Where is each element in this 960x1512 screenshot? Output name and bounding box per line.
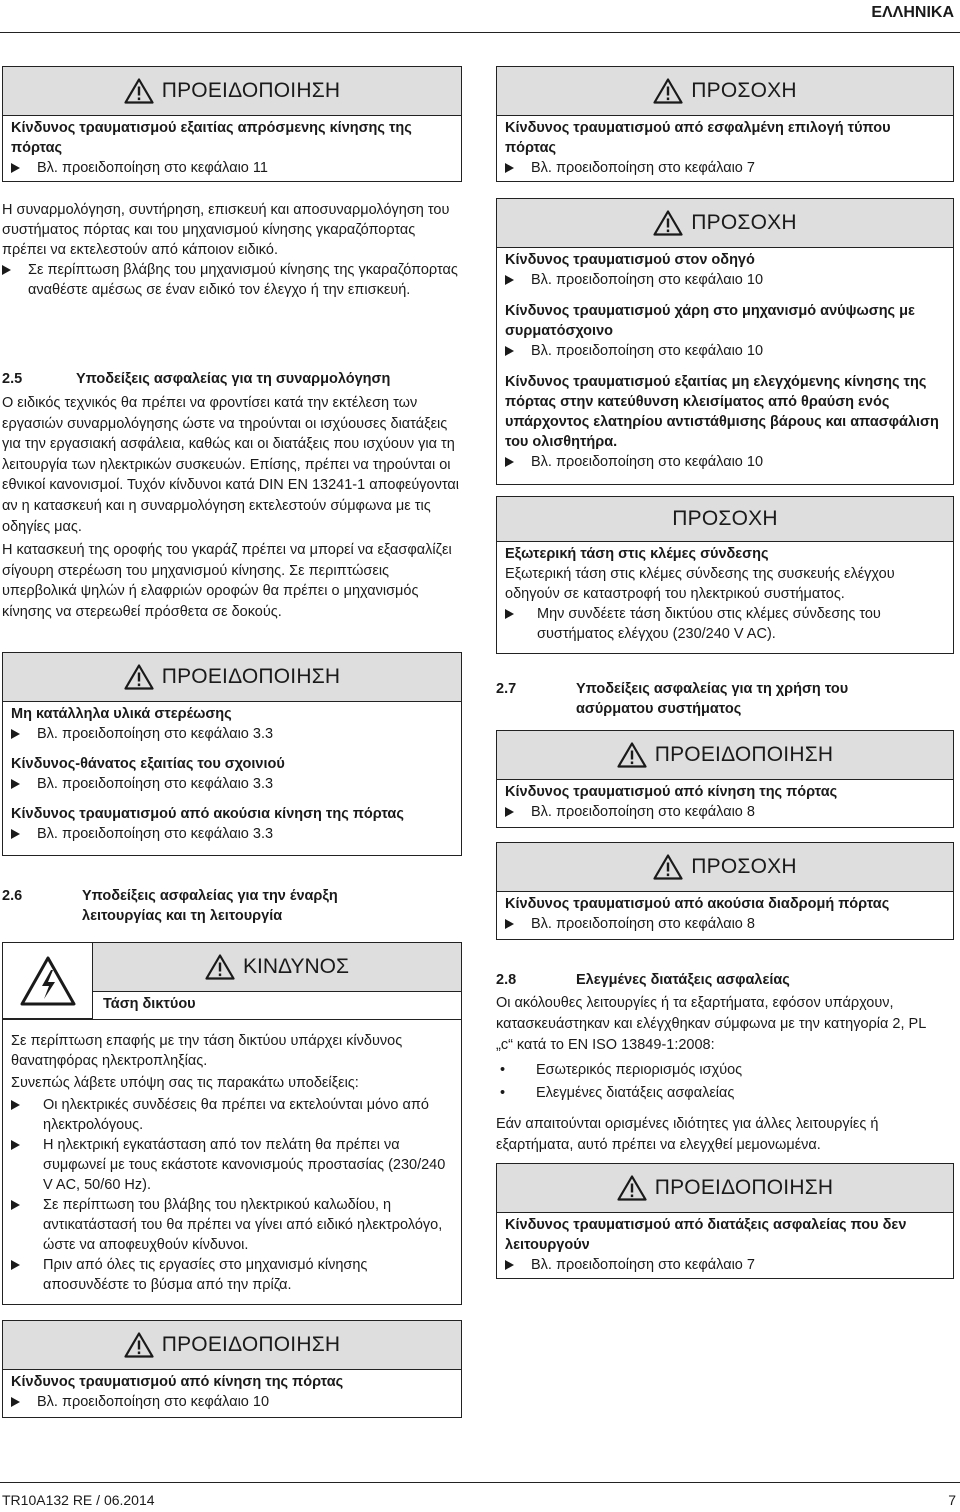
notice-paragraph: Εξωτερική τάση στις κλέμες σύνδεσης της συσκευής ελέγχου οδηγούν σε καταστροφή του ηλεκτρικού συστήματος. — [505, 566, 895, 602]
header-rule — [0, 32, 960, 33]
warning-heading: Κίνδυνος τραυματισμού από διατάξεις ασφαλείας που δεν λειτουργούν — [505, 1217, 907, 1253]
section-heading: Υποδείξεις ασφαλείας για τη χρήση του ασύρματου συστήματος — [576, 681, 849, 717]
section-paragraph: Ο ειδικός τεχνικός θα πρέπει να φροντίσει κατά την εκτέλεση των εργασιών συναρμολόγησης ώστε να τηρούνται οι ισχύουσες διατάξεις για την εργασιακή ασφάλεια, καθώς και οι διατάξεις που ισχύουν για τη λειτουργία των ηλεκτρικών συσκευών. Επίσης, πρέπει να τηρούνται οι εθνικοί κανονισμοί. Τυχόν κίνδυνοι κατά DIN EN 13241-1 αποφεύγονται αν η κατασκευή και η συναρμολόγηση εκτελεστούν σύμφωνα με τις οδηγίες μας. — [2, 395, 459, 535]
caution-heading: Κίνδυνος τραυματισμού από ακούσια διαδρομή πόρτας — [505, 896, 890, 912]
arrow-bullet-icon — [11, 1260, 20, 1270]
warning-reference: Βλ. προειδοποίηση στο κεφάλαιο 7 — [531, 1257, 755, 1273]
section-paragraph: Οι ακόλουθες λειτουργίες ή τα εξαρτήματα, εφόσον υπάρχουν, κατασκευάστηκαν και ελέγχθηκαν σύμφωνα με την κατηγορία 2, PL „c“ κατά το EN ISO 13849-1:2008: — [496, 995, 926, 1053]
bullet-dot-icon: • — [500, 1062, 506, 1078]
warning-header — [497, 731, 953, 780]
caution-header — [497, 199, 953, 248]
intro-bullet: Σε περίπτωση βλάβης του μηχανισμού κίνησης της γκαραζόπορτας αναθέστε αμέσως σε έναν ειδικό τον έλεγχο ή την επισκευή. — [28, 262, 458, 298]
high-voltage-icon — [20, 956, 76, 1006]
caution-heading: Κίνδυνος τραυματισμού από εσφαλμένη επιλογή τύπου πόρτας — [505, 120, 891, 156]
caution-title: ΠΡΟΣΟΧΗ — [691, 79, 797, 102]
caution-reference: Βλ. προειδοποίηση στο κεφάλαιο 7 — [531, 160, 755, 176]
caution-reference: Βλ. προειδοποίηση στο κεφάλαιο 10 — [531, 454, 764, 470]
arrow-bullet-icon — [11, 729, 20, 739]
caution-box-2 — [496, 198, 954, 485]
warning-reference: Βλ. προειδοποίηση στο κεφάλαιο 3.3 — [37, 776, 274, 792]
bullet-dot-icon: • — [500, 1085, 506, 1101]
caution-title: ΠΡΟΣΟΧΗ — [691, 855, 797, 878]
caution-box-3 — [496, 842, 954, 940]
warning-reference: Βλ. προειδοποίηση στο κεφάλαιο 8 — [531, 804, 755, 820]
warning-triangle-icon — [124, 78, 154, 104]
warning-title: ΠΡΟΕΙΔΟΠΟΙΗΣΗ — [161, 665, 341, 688]
warning-box-1 — [2, 66, 462, 182]
arrow-bullet-icon — [11, 829, 20, 839]
arrow-bullet-icon — [505, 163, 514, 173]
footer-page-number: 7 — [948, 1492, 956, 1508]
caution-box-1 — [496, 66, 954, 182]
intro-section — [2, 200, 462, 300]
section-2-8-title — [496, 970, 954, 990]
arrow-bullet-icon — [11, 1397, 20, 1407]
notice-title: ΠΡΟΣΟΧΗ — [672, 507, 778, 530]
arrow-bullet-icon — [11, 1200, 20, 1210]
caution-header — [497, 843, 953, 892]
section-heading: Υποδείξεις ασφαλείας για την έναρξη λειτουργίας και τη λειτουργία — [82, 888, 338, 924]
caution-reference: Βλ. προειδοποίηση στο κεφάλαιο 8 — [531, 916, 755, 932]
warning-triangle-icon — [617, 1175, 647, 1201]
warning-reference: Βλ. προειδοποίηση στο κεφάλαιο 3.3 — [37, 826, 274, 842]
danger-bullet: Σε περίπτωση του βλάβης του ηλεκτρικού καλωδίου, η αντικατάστασή του θα πρέπει να γίνει από ειδικό ηλεκτρολόγο, ώστε να αποφευχθούν κίνδυνοι. — [43, 1197, 443, 1253]
arrow-bullet-icon — [505, 1260, 514, 1270]
warning-header — [3, 653, 461, 702]
danger-bullet: Οι ηλεκτρικές συνδέσεις θα πρέπει να εκτελούνται μόνο από ηλεκτρολόγους. — [43, 1097, 429, 1133]
danger-title: ΚΙΝΔΥΝΟΣ — [243, 955, 349, 978]
warning-heading: Κίνδυνος τραυματισμού από ακούσια κίνηση της πόρτας — [11, 806, 404, 822]
warning-triangle-icon — [205, 954, 235, 980]
warning-title: ΠΡΟΕΙΔΟΠΟΙΗΣΗ — [654, 743, 834, 766]
caution-reference: Βλ. προειδοποίηση στο κεφάλαιο 10 — [531, 343, 764, 359]
warning-triangle-icon — [617, 742, 647, 768]
section-heading: Υποδείξεις ασφαλείας για τη συναρμολόγηση — [76, 371, 391, 387]
section-2-5-title — [2, 369, 462, 389]
caution-heading: Κίνδυνος τραυματισμού χάρη στο μηχανισμό ανύψωσης με συρματόσχοινο — [505, 303, 915, 339]
arrow-bullet-icon — [505, 609, 514, 619]
warning-triangle-icon — [653, 854, 683, 880]
warning-reference: Βλ. προειδοποίηση στο κεφάλαιο 11 — [37, 160, 268, 176]
warning-header — [3, 67, 461, 116]
arrow-bullet-icon — [11, 1100, 20, 1110]
section-number: 2.6 — [2, 888, 23, 904]
notice-header — [497, 497, 953, 542]
high-voltage-panel — [3, 943, 93, 1019]
arrow-bullet-icon — [11, 163, 20, 173]
caution-reference: Βλ. προειδοποίηση στο κεφάλαιο 10 — [531, 272, 764, 288]
warning-box-3 — [2, 1320, 462, 1418]
danger-bullet: Πριν από όλες τις εργασίες στο μηχανισμό κίνησης αποσυνδέστε το βύσμα από την πρίζα. — [43, 1257, 368, 1293]
warning-heading: Κίνδυνος τραυματισμού από κίνηση της πόρτας — [505, 784, 838, 800]
arrow-bullet-icon — [505, 346, 514, 356]
section-bullet: Ελεγμένες διατάξεις ασφαλείας — [536, 1085, 735, 1101]
arrow-bullet-icon — [2, 265, 11, 275]
warning-header — [3, 1321, 461, 1370]
notice-bullet: Μην συνδέετε τάση δικτύου στις κλέμες σύνδεσης του συστήματος ελέγχου (230/240 V AC). — [537, 606, 881, 642]
warning-triangle-icon — [124, 1332, 154, 1358]
section-2-7-title — [496, 679, 954, 719]
warning-heading: Κίνδυνος τραυματισμού από κίνηση της πόρτας — [11, 1374, 344, 1390]
caution-header — [497, 67, 953, 116]
intro-paragraph: Η συναρμολόγηση, συντήρηση, επισκευή και αποσυναρμολόγηση του συστήματος πόρτας και του μηχανισμού κίνησης γκαραζόπορτας πρέπει να εκτελεστούν από κάποιον ειδικό. — [2, 202, 450, 258]
danger-box — [2, 942, 462, 1305]
section-2-8-body — [496, 993, 936, 1156]
arrow-bullet-icon — [505, 457, 514, 467]
caution-title: ΠΡΟΣΟΧΗ — [691, 211, 797, 234]
warning-heading: Κίνδυνος τραυματισμού εξαιτίας απρόσμενης κίνησης της πόρτας — [11, 120, 412, 156]
warning-triangle-icon — [124, 664, 154, 690]
arrow-bullet-icon — [11, 779, 20, 789]
danger-paragraph: Σε περίπτωση επαφής με την τάση δικτύου υπάρχει κίνδυνος θανατηφόρας ηλεκτροπληξίας. — [11, 1033, 403, 1069]
section-paragraph: Εάν απαιτούνται ορισμένες ιδιότητες για άλλες λειτουργίες ή εξαρτήματα, αυτό πρέπει να ελεγχθεί μεμονωμένα. — [496, 1116, 879, 1153]
arrow-bullet-icon — [505, 919, 514, 929]
warning-reference: Βλ. προειδοποίηση στο κεφάλαιο 10 — [37, 1394, 270, 1410]
section-number: 2.7 — [496, 681, 517, 697]
warning-box-5 — [496, 1163, 954, 1279]
warning-reference: Βλ. προειδοποίηση στο κεφάλαιο 3.3 — [37, 726, 274, 742]
notice-box — [496, 496, 954, 654]
warning-heading: Κίνδυνος-θάνατος εξαιτίας του σχοινιού — [11, 756, 285, 772]
danger-header — [93, 943, 461, 992]
warning-heading: Μη κατάλληλα υλικά στερέωσης — [11, 706, 232, 722]
danger-subtitle: Τάση δικτύου — [103, 996, 196, 1012]
section-paragraph: Η κατασκευή της οροφής του γκαράζ πρέπει να μπορεί να εξασφαλίζει σίγουρη στερέωση του μηχανισμού κίνησης. Σε περιπτώσεις υπερβολικά ψηλών ή ελαφριών οροφών θα πρέπει ο μηχανισμός κίνησης να στερεωθεί πρόσθετα σε δοκούς. — [2, 542, 452, 620]
section-number: 2.8 — [496, 972, 517, 988]
caution-heading: Κίνδυνος τραυματισμού στον οδηγό — [505, 252, 755, 268]
warning-title: ΠΡΟΕΙΔΟΠΟΙΗΣΗ — [654, 1176, 834, 1199]
caution-heading: Κίνδυνος τραυματισμού εξαιτίας μη ελεγχόμενης κίνησης της πόρτας στην κατεύθυνση κλεισίματος από θραύση ενός υπάρχοντος ελατηρίου αντιστάθμισης βάρους και απασφάλιση του ολισθητήρα. — [505, 374, 939, 450]
arrow-bullet-icon — [505, 807, 514, 817]
header-language: ΕΛΛΗΝΙΚΑ — [871, 4, 954, 21]
notice-heading: Εξωτερική τάση στις κλέμες σύνδεσης — [505, 546, 769, 562]
warning-triangle-icon — [653, 78, 683, 104]
arrow-bullet-icon — [11, 1140, 20, 1150]
section-number: 2.5 — [2, 371, 23, 387]
warning-box-4 — [496, 730, 954, 828]
section-heading: Ελεγμένες διατάξεις ασφαλείας — [576, 972, 790, 988]
arrow-bullet-icon — [505, 275, 514, 285]
danger-paragraph: Συνεπώς λάβετε υπόψη σας τις παρακάτω υποδείξεις: — [11, 1075, 359, 1091]
warning-title: ΠΡΟΕΙΔΟΠΟΙΗΣΗ — [161, 79, 341, 102]
warning-title: ΠΡΟΕΙΔΟΠΟΙΗΣΗ — [161, 1333, 341, 1356]
section-2-6-title — [2, 886, 462, 926]
warning-header — [497, 1164, 953, 1213]
section-bullet: Εσωτερικός περιορισμός ισχύος — [536, 1062, 743, 1078]
warning-triangle-icon — [653, 210, 683, 236]
section-2-5-body — [2, 393, 462, 623]
footer-doc-id: TR10A132 RE / 06.2014 — [2, 1492, 155, 1508]
danger-bullet: Η ηλεκτρική εγκατάσταση από τον πελάτη θα πρέπει να συμφωνεί με τους εκάστοτε κανονισμούς προστασίας (230/240 V AC, 50/60 Hz). — [43, 1137, 446, 1193]
footer-rule — [0, 1482, 960, 1483]
warning-box-2 — [2, 652, 462, 856]
danger-divider — [3, 1019, 461, 1020]
